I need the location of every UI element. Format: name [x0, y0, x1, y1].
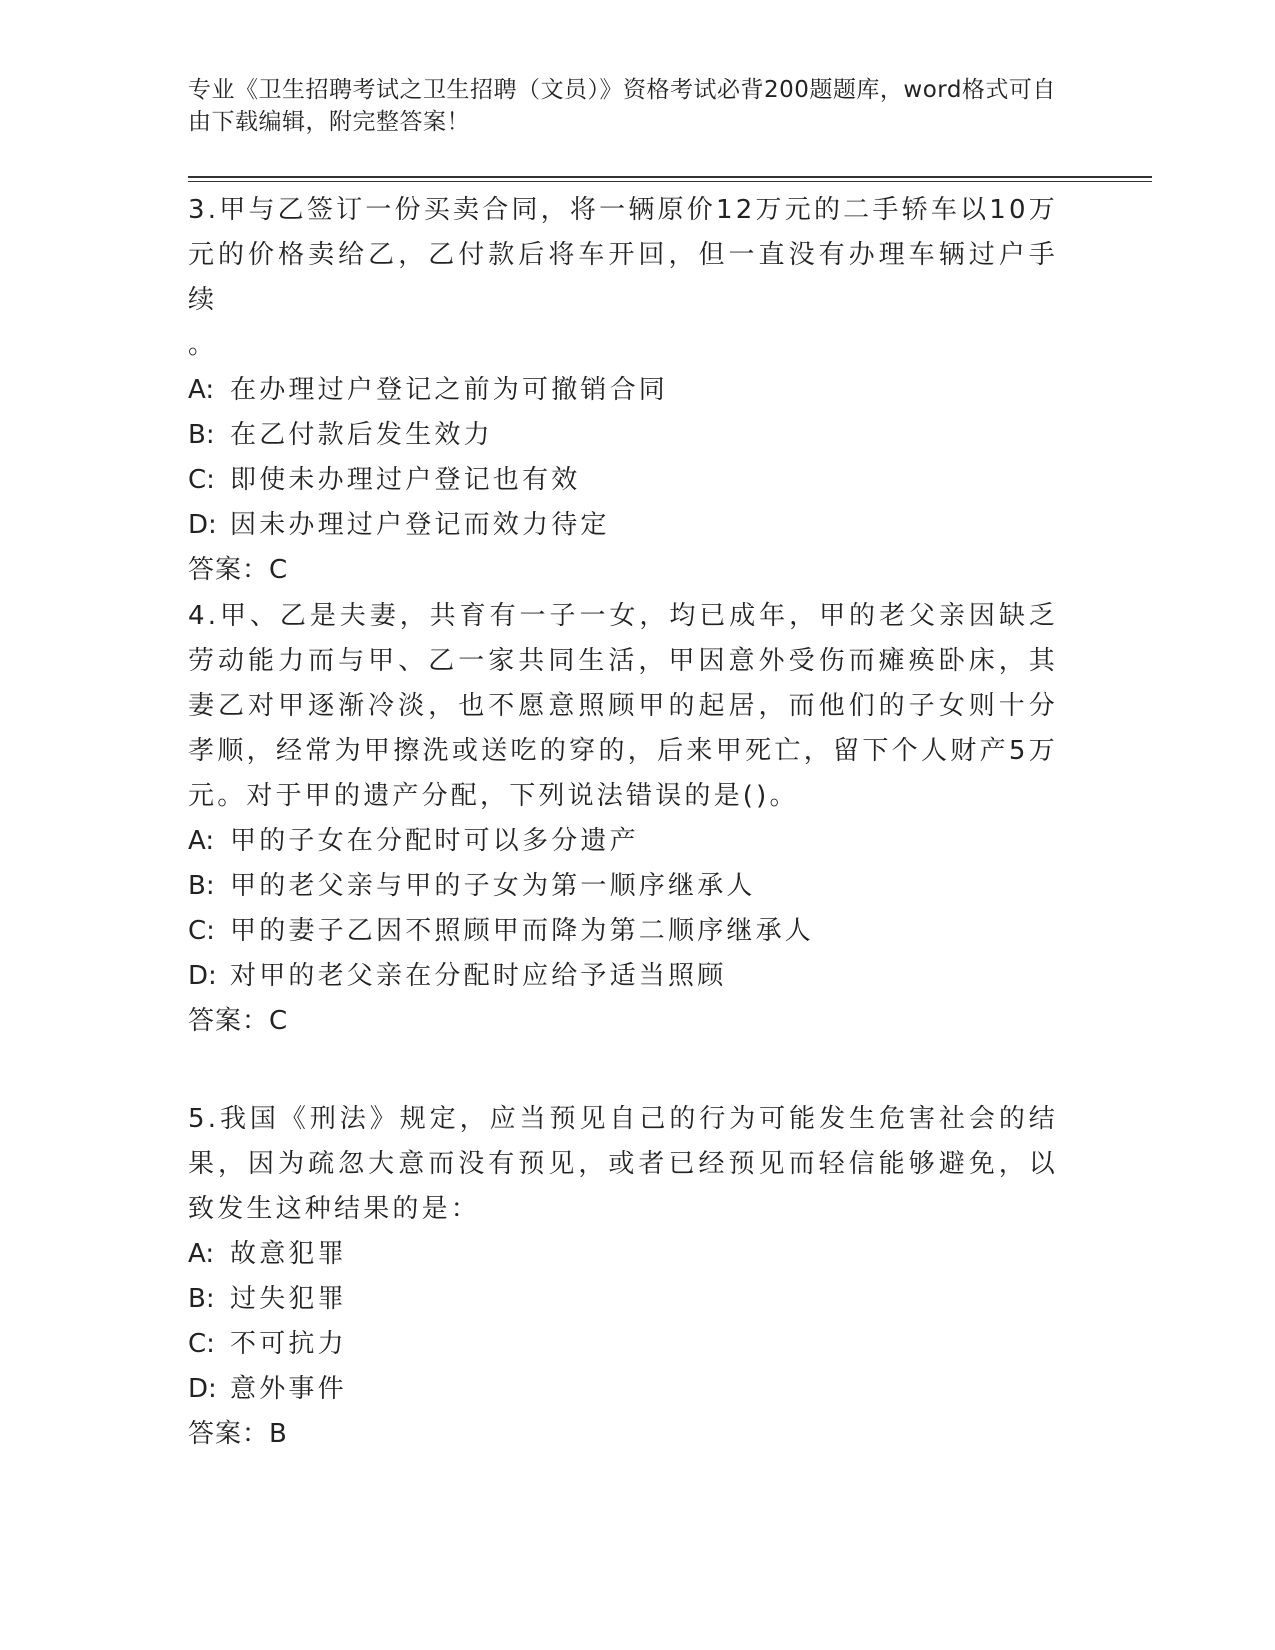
option-key: D: [188, 1374, 217, 1404]
answer: 答案：C [188, 555, 289, 585]
option-a [188, 368, 1058, 413]
option-d [188, 1367, 1058, 1412]
option-key: A: [188, 1239, 215, 1269]
document-header: 专业《卫生招聘考试之卫生招聘（文员）》资格考试必背200题题库，word格式可自由下载编辑，附完整答案！ [188, 77, 1056, 135]
option-text: 过失犯罪 [230, 1284, 347, 1314]
answer: 答案：C [188, 1006, 289, 1036]
option-text: 甲的妻子乙因不照顾甲而降为第二顺序继承人 [230, 916, 815, 946]
question-stem: 4.甲、乙是夫妻，共育有一子一女，均已成年，甲的老父亲因缺乏劳动能力而与甲、乙一家共同生活，甲因意外受伤而瘫痪卧床，其妻乙对甲逐渐冷淡，也不愿意照顾甲的起居，而他们的子女则十分孝顺，经常为甲擦洗或送吃的穿的，后来甲死亡，留下个人财产5万元。对于甲的遗产分配，下列说法错误的是()。 [188, 601, 1058, 811]
header-divider-thin [188, 181, 1152, 182]
option-c [188, 909, 1058, 954]
question-3 [188, 188, 1058, 593]
option-b [188, 864, 1058, 909]
option-key: B: [188, 1284, 215, 1314]
option-key: B: [188, 871, 215, 901]
option-key: A: [188, 375, 215, 405]
question-stem-tail: 。 [188, 330, 215, 360]
option-text: 在办理过户登记之前为可撤销合同 [230, 375, 669, 405]
option-text: 甲的子女在分配时可以多分遗产 [230, 826, 639, 856]
option-text: 即使未办理过户登记也有效 [230, 465, 581, 495]
option-key: C: [188, 465, 215, 495]
option-text: 意外事件 [230, 1374, 347, 1404]
option-key: C: [188, 1329, 215, 1359]
option-a [188, 1232, 1058, 1277]
option-text: 在乙付款后发生效力 [230, 420, 493, 450]
option-text: 甲的老父亲与甲的子女为第一顺序继承人 [230, 871, 756, 901]
question-5 [188, 1097, 1058, 1457]
header-divider-thick [188, 176, 1152, 178]
option-a [188, 819, 1058, 864]
option-text: 因未办理过户登记而效力待定 [230, 510, 610, 540]
question-stem: 3.甲与乙签订一份买卖合同，将一辆原价12万元的二手轿车以10万元的价格卖给乙，乙付款后将车开回，但一直没有办理车辆过户手续 [188, 195, 1058, 315]
option-d [188, 503, 1058, 548]
option-key: B: [188, 420, 215, 450]
option-b [188, 1277, 1058, 1322]
option-text: 不可抗力 [230, 1329, 347, 1359]
option-text: 对甲的老父亲在分配时应给予适当照顾 [230, 961, 727, 991]
option-c [188, 458, 1058, 503]
option-b [188, 413, 1058, 458]
option-key: A: [188, 826, 215, 856]
option-text: 故意犯罪 [230, 1239, 347, 1269]
option-key: D: [188, 961, 217, 991]
option-key: C: [188, 916, 215, 946]
answer: 答案：B [188, 1419, 288, 1449]
option-d [188, 954, 1058, 999]
question-stem: 5.我国《刑法》规定，应当预见自己的行为可能发生危害社会的结果，因为疏忽大意而没有预见，或者已经预见而轻信能够避免，以致发生这种结果的是： [188, 1104, 1058, 1224]
option-key: D: [188, 510, 217, 540]
question-4 [188, 594, 1058, 1044]
option-c [188, 1322, 1058, 1367]
